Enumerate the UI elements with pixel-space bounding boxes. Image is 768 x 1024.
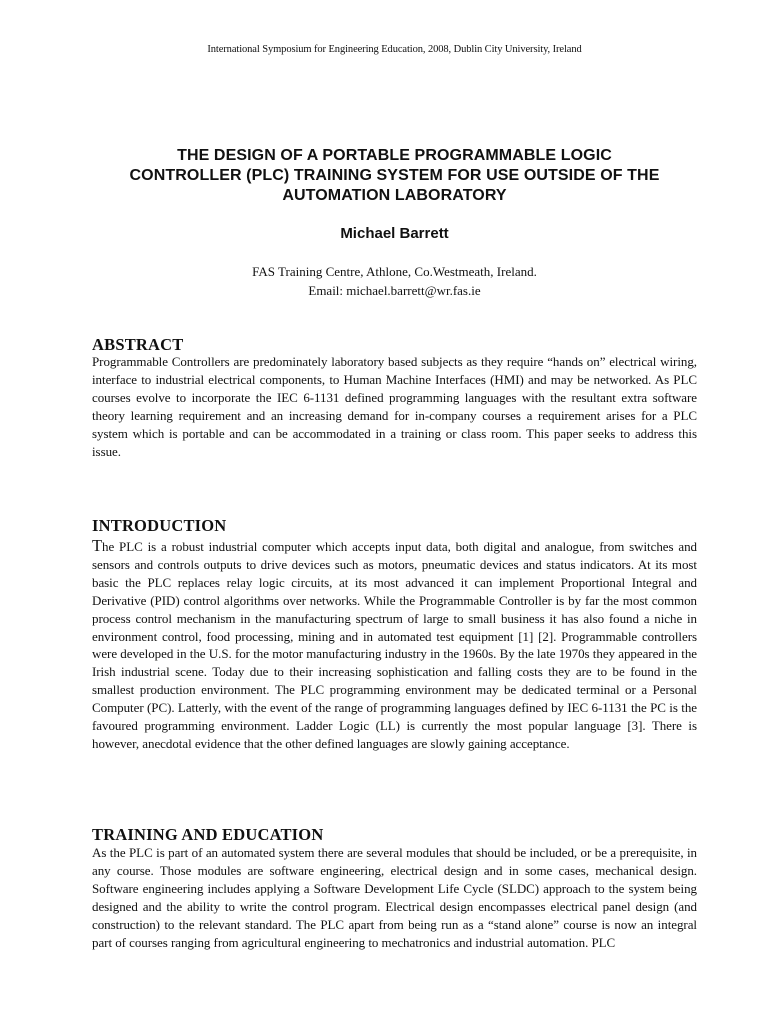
introduction-heading: INTRODUCTION: [92, 516, 227, 535]
training-text: As the PLC is part of an automated system there are several modules that should be included, or be a prerequisite, in any course. Those modules are software engineering, electrical design and in some cases, mechanical design. Software engineering includes applying a Software Development Life Cycle (SLDC) approach to the system being designed and the ability to write the control program. Electrical design encompasses electrical panel design (and construction) to the relevant standard. The PLC apart from being run as a “stand alone” course is now an integral part of courses ranging from agricultural engineering to mechatronics and industrial automation. PLC: [92, 845, 697, 950]
author-name: Michael Barrett: [340, 225, 449, 242]
introduction-text: [92, 537, 697, 753]
abstract-text: Programmable Controllers are predominately laboratory based subjects as they require “hands on” electrical wiring, interface to industrial electrical components, to Human Machine Interfaces (HMI) and may be networked. As PLC courses evolve to incorporate the IEC 6-1131 defined programming languages with the resultant extra software theory learning requirement and an increasing demand for in-company courses a requirement arises for a PLC system which is portable and can be accommodated in a training or class room. This paper seeks to address this issue.: [92, 354, 697, 459]
paper-title: [92, 146, 697, 206]
paper-title-line: THE DESIGN OF A PORTABLE PROGRAMMABLE LOGIC: [177, 147, 612, 164]
author-email: Email: michael.barrett@wr.fas.ie: [308, 283, 481, 298]
affiliation-block: [92, 262, 697, 300]
paper-title-line: AUTOMATION LABORATORY: [282, 187, 507, 204]
introduction-initial: T: [92, 536, 103, 555]
paper-title-line: CONTROLLER (PLC) TRAINING SYSTEM FOR USE OUTSIDE OF THE: [129, 167, 660, 184]
affiliation: FAS Training Centre, Athlone, Co.Westmeath, Ireland.: [252, 264, 537, 279]
introduction-body: he PLC is a robust industrial computer which accepts input data, both digital and analogue, from switches and sensors and controls outputs to drive devices such as motors, pneumatic devices and status indicators. At its most basic the PLC replaces relay logic circuits, at its most advanced it can implement Proportional Integral and Derivative (PID) control algorithms over networks. While the Programmable Controller is by far the most common process control mechanism in the manufacturing spectrum of large to small business it has also found a niche in environment control, food processing, mining and in automated test equipment [1] [2]. Programmable controllers were developed in the U.S. for the motor manufacturing industry in the 1960s. By the late 1970s they appeared in the Irish industrial scene. Today due to their increasing sophistication and falling costs they are to be found in the smallest production environment. The PLC programming environment may be dedicated terminal or a Personal Computer (PC). Latterly, with the event of the range of programming languages defined by IEC 6-1131 the PC is the favoured programming environment. Ladder Logic (LL) is currently the most popular language [3]. There is however, anecdotal evidence that the other defined languages are slowly gaining acceptance.: [92, 539, 697, 751]
abstract-heading: ABSTRACT: [92, 335, 184, 354]
running-header: International Symposium for Engineering Education, 2008, Dublin City University, Ireland: [207, 44, 582, 55]
training-heading: TRAINING AND EDUCATION: [92, 825, 324, 844]
